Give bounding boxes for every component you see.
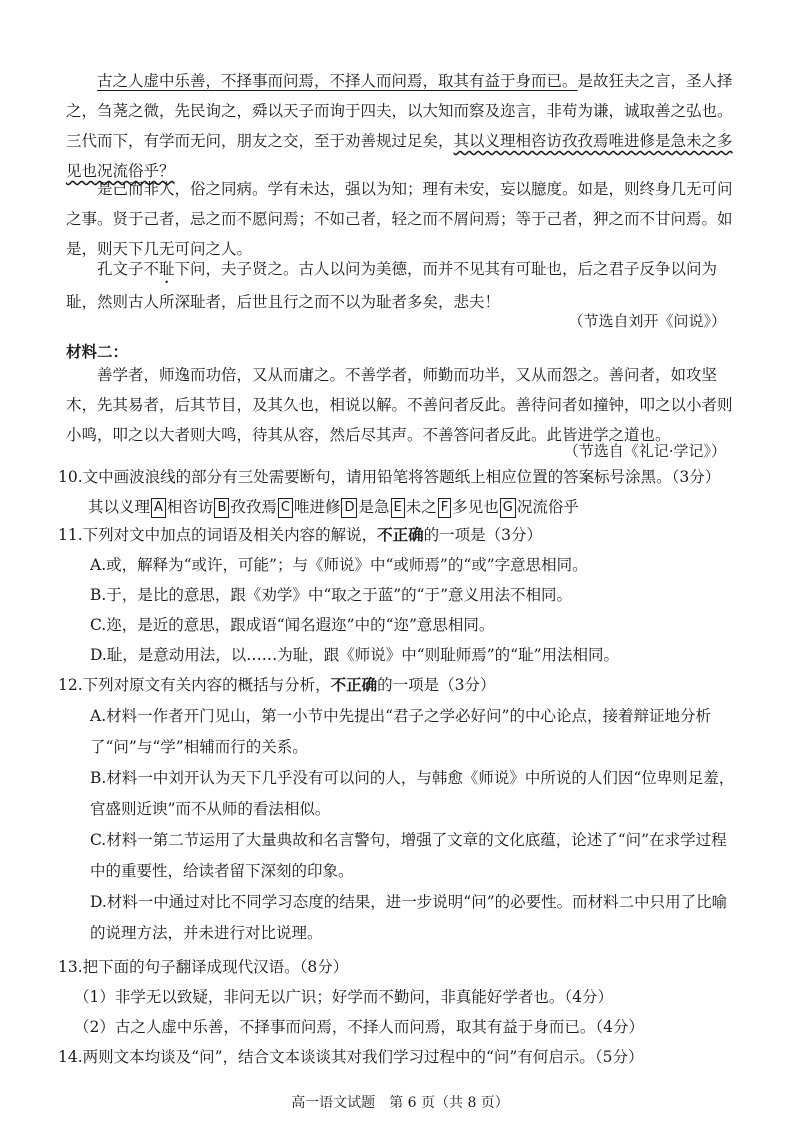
question-11-option-b: B.于，是比的意思，跟《劝学》中“取之于蓝”的“于”意义用法不相同。 (90, 586, 573, 604)
underlined-sentence: 古之人虚中乐善，不择事而问焉，不择人而问焉，取其有益于身而已。 (97, 72, 578, 90)
stem-text: 11.下列对文中加点的词语及相关内容的解说， (58, 526, 378, 544)
segment: 相咨访 (166, 498, 214, 516)
break-marker-b[interactable]: B (214, 498, 229, 518)
question-12-option-a: A.材料一作者开门见山，第一小节中先提出“君子之学必好问”的中心论点，接着辩证地分析了“问”与“学”相辅而行的关系。 (90, 707, 711, 756)
question-13-item-2: （2）古之人虚中乐善，不择事而问焉，不择人而问焉，取其有益于身而已。（4分） (74, 1018, 644, 1036)
segment: 是急 (358, 498, 390, 516)
question-11-option-a: A.或，解释为“或许，可能”；与《师说》中“或师焉”的“或”字意思相同。 (90, 556, 588, 574)
wavy-underlined-sentence: 其以义理相咨访孜孜焉唯进修是急未之多见也况流俗乎？ (66, 132, 733, 180)
material1-paragraph-3-rest: 下问，夫子贤之。古人以问为美德，而并不见其有可耻也，后之君子反争以问为耻，然则古人所深耻者，后世且行之而不以为耻者多矣，悲夫！ (66, 260, 718, 311)
material1-paragraph-1-body: 是故狂夫之言，圣人择之，刍荛之微，先民询之，舜以天子而询于四夫，以大知而察及迩言，非苟为谦，诚取善之弘也。三代而下，有学而无问，朋友之交，至于劝善规过足矣， (66, 72, 733, 150)
question-10-sentence (88, 492, 740, 522)
break-marker-e[interactable]: E (391, 498, 405, 518)
segment: 未之 (405, 498, 437, 516)
dotted-word: 耻 (159, 260, 175, 278)
material2-paragraph: 善学者，师逸而功倍，又从而庸之。不善学者，师勤而功半，又从而怨之。善问者，如攻坚木，先其易者，后其节目，及其久也，相说以解。不善问者反此。善待问者如撞钟，叩之以小者则小鸣，叩之以大者则大鸣，待其从容，然后尽其声。不善答问者反此。此皆进学之道也。 (66, 366, 733, 444)
question-12-option-c: C.材料一第二节运用了大量典故和名言警句，增强了文章的文化底蕴，论述了“问”在求学过程中的重要性，给读者留下深刻的印象。 (90, 831, 727, 880)
stem-text: 的一项是（3分） (423, 526, 543, 544)
stem-text: 12.下列对原文有关内容的概括与分析， (58, 676, 331, 694)
material1-paragraph-2: 是己而非人，俗之同病。学有未达，强以为知；理有未安，妄以臆度。如是，则终身几无可问之事。贤于己者，忌之而不愿问焉；不如己者，轻之而不屑问焉；等于己者，狎之而不甘问焉。如是，则天下几无可问之人。 (66, 180, 733, 258)
stem-text: 的一项是（3分） (377, 676, 496, 694)
material2-heading: 材料二： (66, 342, 129, 361)
break-marker-g[interactable]: G (500, 498, 516, 518)
segment: 多见也 (452, 498, 499, 516)
material1-paragraph-1 (66, 66, 742, 186)
question-11-stem (58, 520, 748, 550)
material1-source: （节选自刘开《问说》） (568, 312, 726, 330)
question-12-stem (58, 670, 748, 700)
question-11-option-c: C.迩，是近的意思，跟成语“闻名遐迩”中的“迩”意思相同。 (90, 616, 495, 634)
break-marker-a[interactable]: A (151, 498, 166, 518)
question-11-option-d: D.耻，是意动用法，以……为耻，跟《师说》中“则耻师焉”的“耻”用法相同。 (90, 646, 620, 664)
break-marker-d[interactable]: D (341, 498, 357, 518)
break-marker-f[interactable]: F (438, 498, 451, 518)
segment-start: 其以义理 (88, 498, 151, 516)
question-10-stem: 10.文中画波浪线的部分有三处需要断句，请用铅笔将答题纸上相应位置的答案标号涂黑。（3分） (58, 468, 721, 486)
break-marker-c[interactable]: C (278, 498, 293, 518)
page-footer: 高一语文试题 第 6 页（共 8 页） (291, 1095, 509, 1111)
material1-paragraph-3 (66, 254, 742, 317)
question-13-item-1: （1）非学无以致疑，非问无以广识；好学而不勤问，非真能好学者也。（4分） (74, 988, 613, 1006)
question-13-stem: 13.把下面的句子翻译成现代汉语。（8分） (58, 958, 349, 976)
material2-source: （节选自《礼记·学记》） (563, 442, 726, 460)
question-12-option-d: D.材料一中通过对比不同学习态度的结果，进一步说明“问”的必要性。而材料二中只用了比喻的说理方法，并未进行对比说理。 (90, 893, 728, 942)
stem-emphasis: 不正确 (377, 525, 424, 544)
segment: 况流俗乎 (516, 498, 579, 516)
question-14-stem: 14.两则文本均谈及“问”，结合文本谈谈其对我们学习过程中的“问”有何启示。（5分） (58, 1048, 644, 1066)
stem-emphasis: 不正确 (330, 675, 378, 694)
material1-paragraph-3-start: 孔文子不 (97, 260, 160, 278)
segment: 唯进修 (293, 498, 341, 516)
segment: 孜孜焉 (230, 498, 277, 516)
question-12-option-b: B.材料一中刘开认为天下几乎没有可以问的人，与韩愈《师说》中所说的人们因“位卑则足羞，官盛则近谀”而不从师的看法相似。 (90, 769, 735, 818)
